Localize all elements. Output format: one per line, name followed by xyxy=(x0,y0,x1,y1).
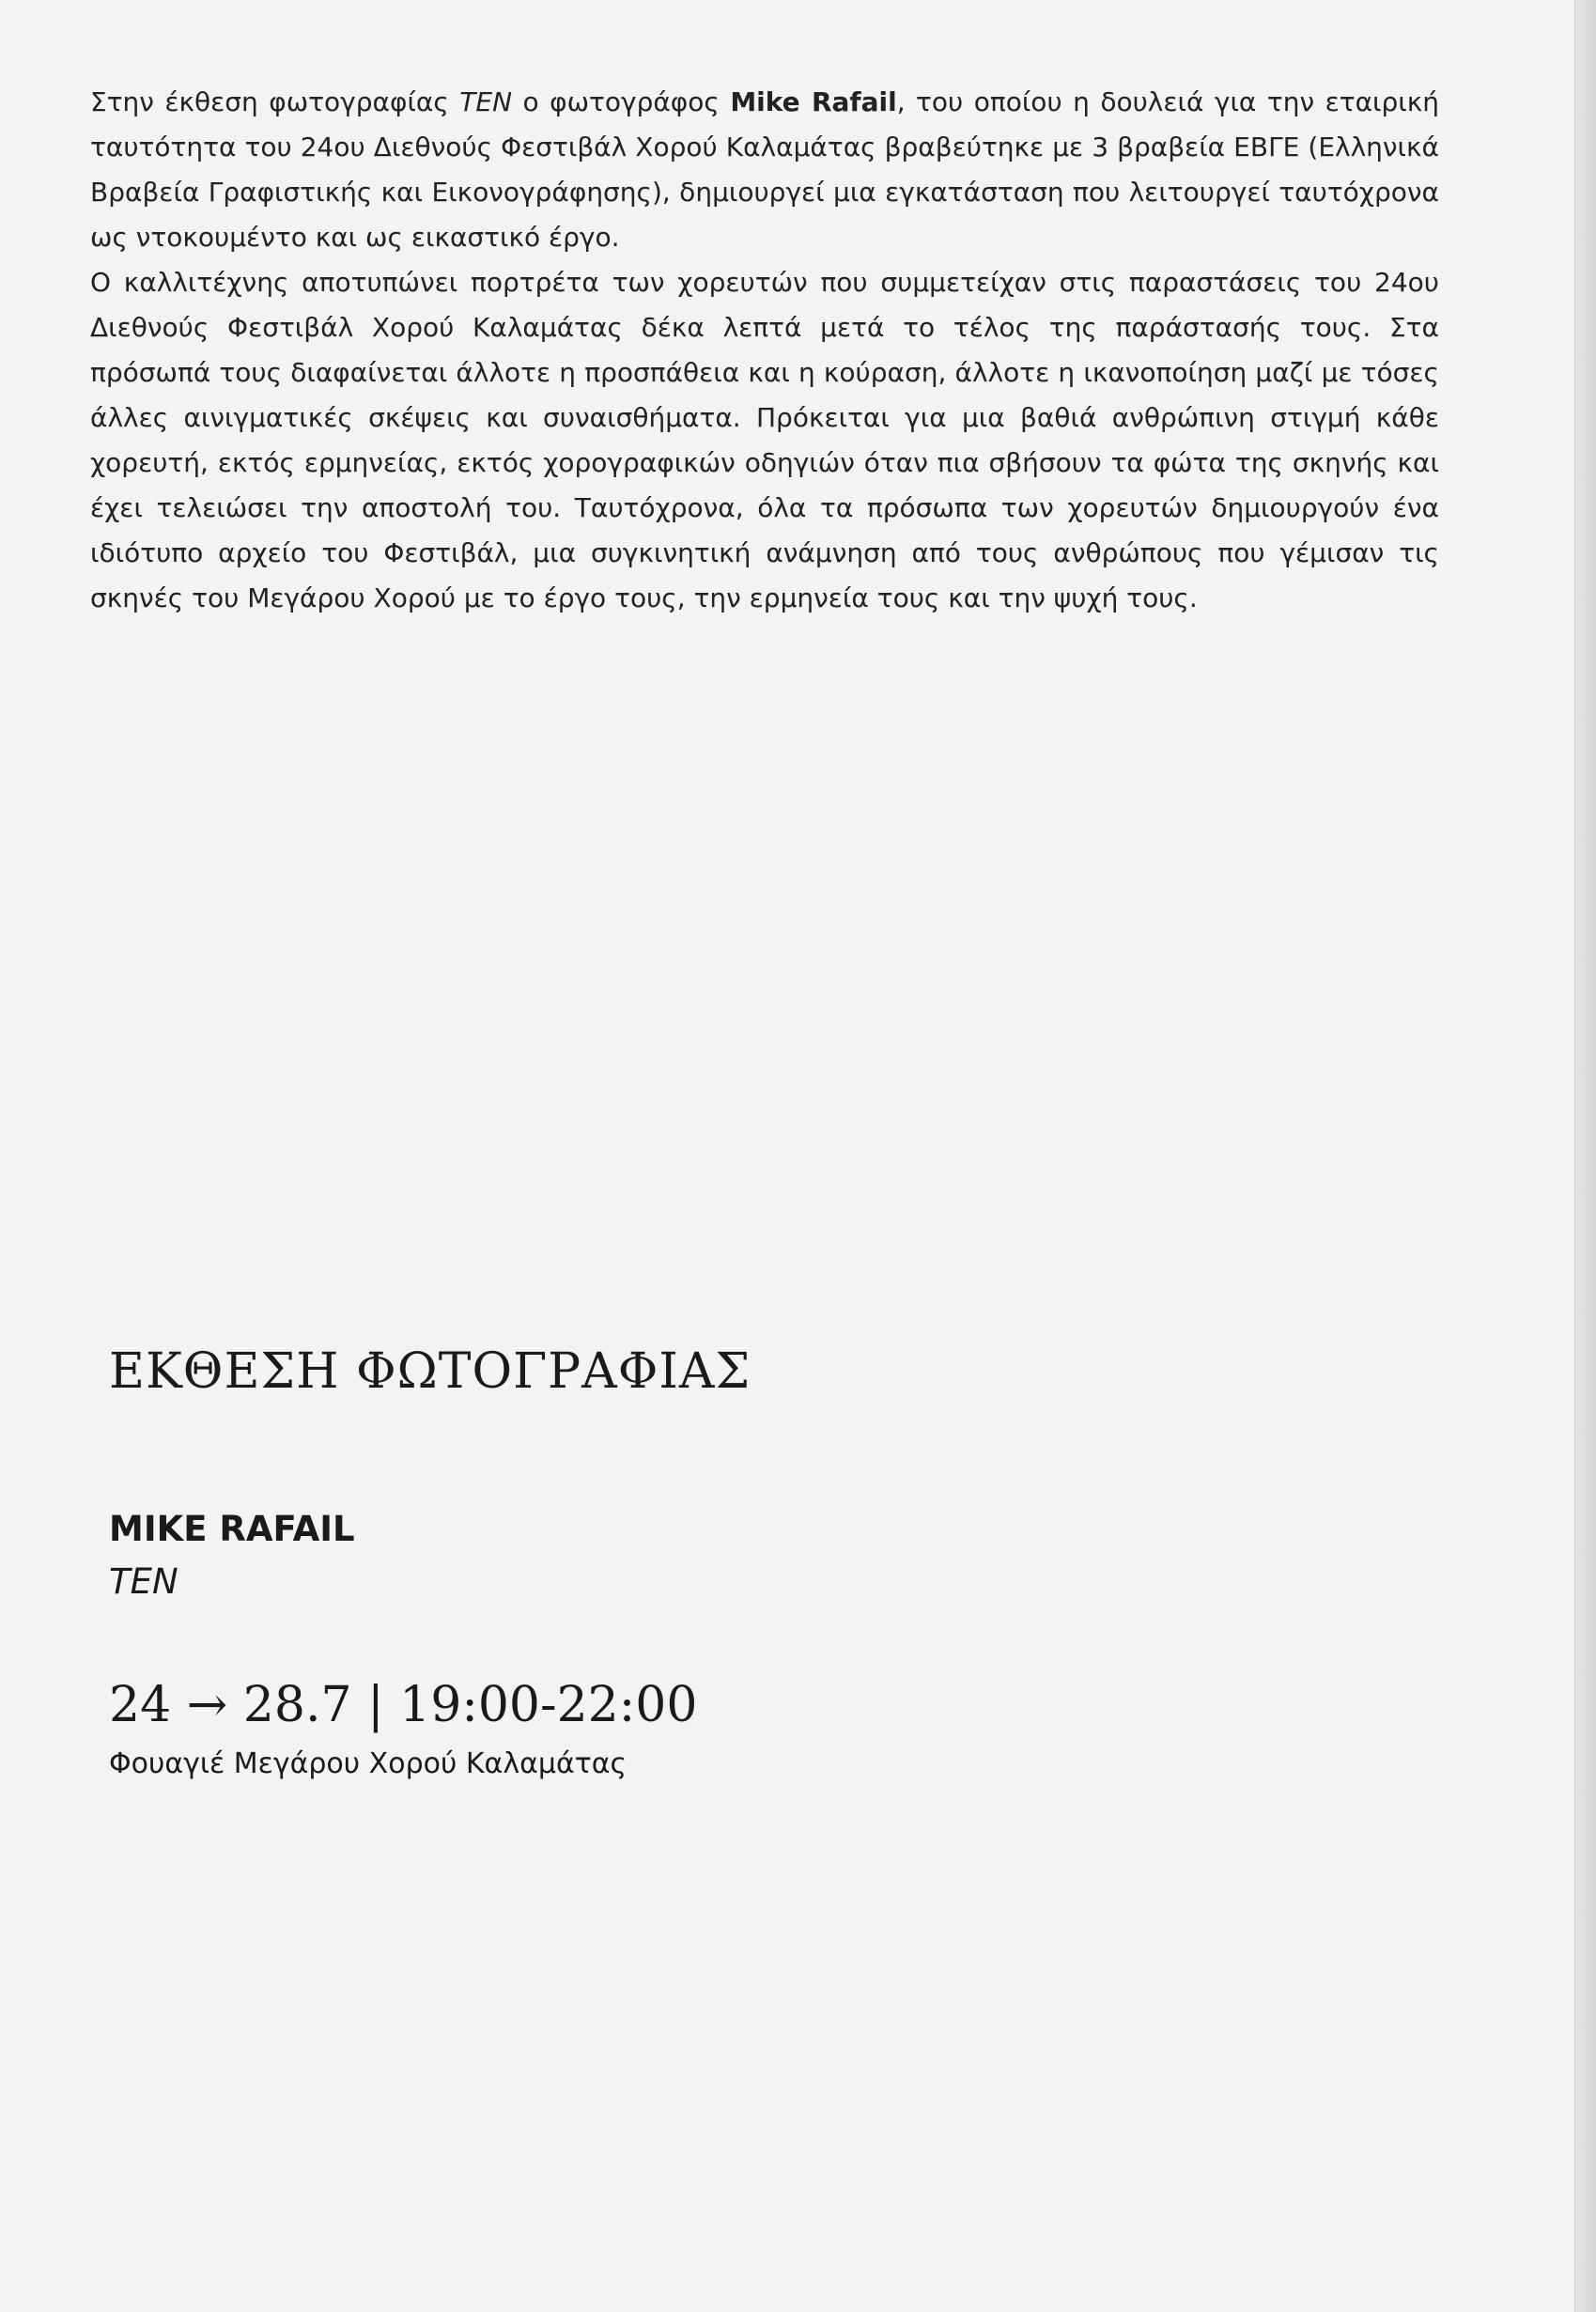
section-heading: ΕΚΘΕΣΗ ΦΩΤΟΓΡΑΦΙΑΣ xyxy=(109,1343,752,1400)
intro-photographer-name: Mike Rafail xyxy=(730,86,897,117)
event-venue: Φουαγιέ Μεγάρου Χορού Καλαμάτας xyxy=(109,1747,628,1780)
intro-p1-text-c: , του οποίου η δουλειά για την εταιρική ταυτότητα του 24ου Διεθνούς Φεστιβάλ Χορού Καλαμάτας βραβεύτηκε με 3 βραβεία ΕΒΓΕ (Ελληνικά Βραβεία Γραφιστικής και Εικονογράφησης), δημιουργεί μια εγκατάσταση που λειτουργεί ταυτόχρονα ως ντοκουμέντο και ως εικαστικό έργο. xyxy=(90,86,1439,253)
intro-paragraph-2: Ο καλλιτέχνης αποτυπώνει πορτρέτα των χορευτών που συμμετείχαν στις παραστάσεις του 24ου Διεθνούς Φεστιβάλ Χορού Καλαμάτας δέκα λεπτά μετά το τέλος της παράστασής τους. Στα πρόσωπά τους διαφαίνεται άλλοτε η προσπάθεια και η κούραση, άλλοτε η ικανοποίηση μαζί με τόσες άλλες αινιγματικές σκέψεις και συναισθήματα. Πρόκειται για μια βαθιά ανθρώπινη στιγμή κάθε χορευτή, εκτός ερμηνείας, εκτός χορογραφικών οδηγιών όταν πια σβήσουν τα φώτα της σκηνής και έχει τελειώσει την αποστολή του. Ταυτόχρονα, όλα τα πρόσωπα των χορευτών δημιουργούν ένα ιδιότυπο αρχείο του Φεστιβάλ, μια συγκινητική ανάμνηση από τους ανθρώπους που γέμισαν τις σκηνές του Μεγάρου Χορού με το έργο τους, την ερμηνεία τους και την ψυχή τους. xyxy=(90,267,1439,613)
intro-p1-text-a: Στην έκθεση φωτογραφίας xyxy=(90,86,460,117)
intro-paragraph-1 xyxy=(90,80,1439,260)
exhibit-title: TEN xyxy=(109,1561,178,1602)
intro-text xyxy=(90,80,1439,621)
page-edge xyxy=(1574,0,1596,2312)
intro-p1-text-b: ο φωτογράφος xyxy=(512,86,731,117)
artist-name: MIKE RAFAIL xyxy=(109,1509,355,1549)
intro-exhibit-title: TEN xyxy=(459,86,513,117)
event-schedule: 24 → 28.7 | 19:00-22:00 xyxy=(109,1677,698,1733)
